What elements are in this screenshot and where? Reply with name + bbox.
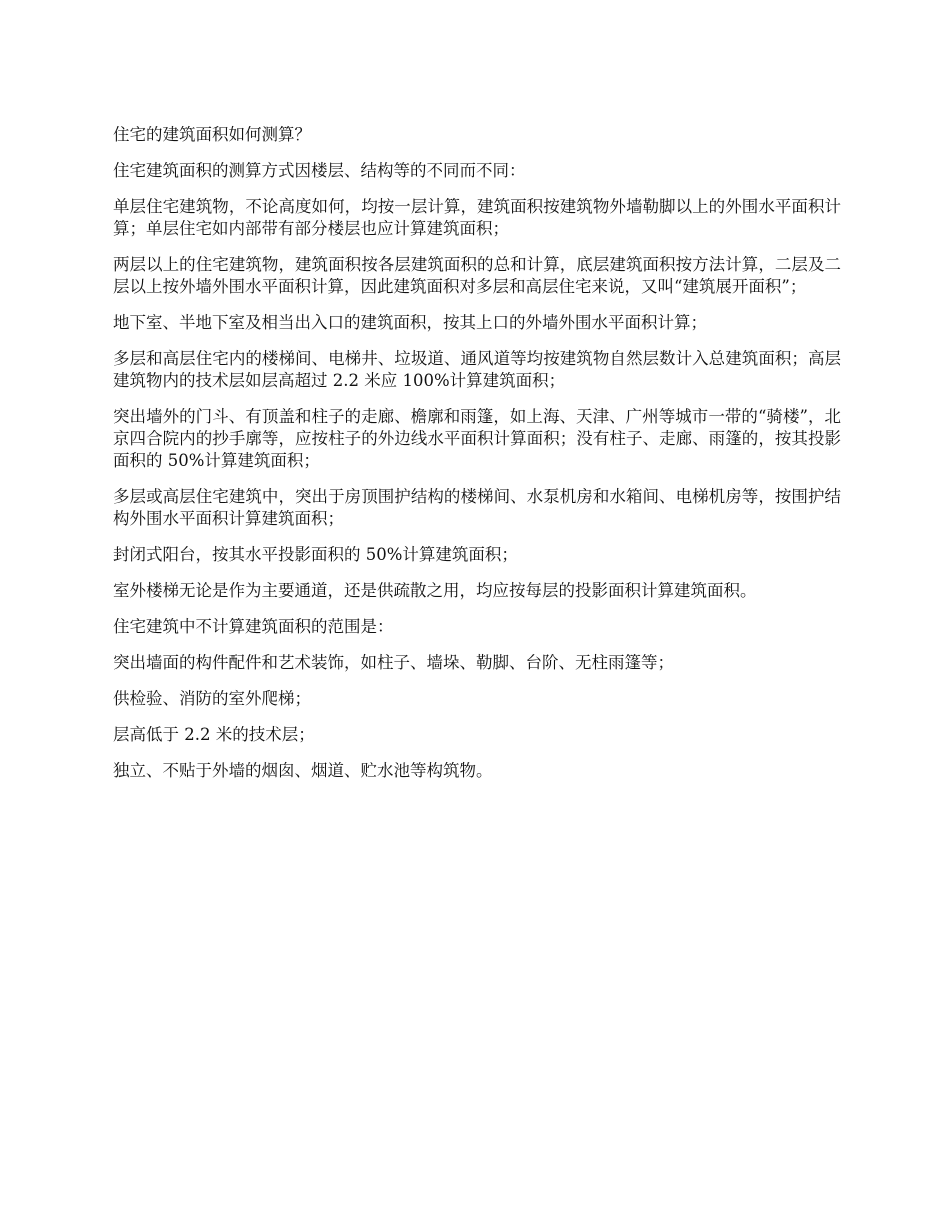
paragraph: 两层以上的住宅建筑物，建筑面积按各层建筑面积的总和计算，底层建筑面积按方法计算，二层及二层以上按外墙外围水平面积计算，因此建筑面积对多层和高层住宅来说，又叫“建筑展开面积”； [113,255,841,296]
paragraph: 封闭式阳台，按其水平投影面积的 50%计算建筑面积； [113,545,518,564]
paragraph: 层高低于 2.2 米的技术层； [113,725,315,744]
document-body [113,124,841,796]
paragraph: 室外楼梯无论是作为主要通道，还是供疏散之用，均应按每层的投影面积计算建筑面积。 [113,581,757,600]
paragraph: 突出墙面的构件配件和艺术装饰，如柱子、墙垛、勒脚、台阶、无柱雨篷等； [113,653,674,672]
paragraph: 供检验、消防的室外爬梯； [113,689,311,708]
paragraph: 独立、不贴于外墙的烟囱、烟道、贮水池等构筑物。 [113,761,493,780]
paragraph: 突出墙外的门斗、有顶盖和柱子的走廊、檐廓和雨篷，如上海、天津、广州等城市一带的“骑楼”，北京四合院内的抄手廓等，应按柱子的外边线水平面积计算面积；没有柱子、走廊、雨篷的，按其投影面积的 50%计算建筑面积； [113,407,841,470]
paragraph: 地下室、半地下室及相当出入口的建筑面积，按其上口的外墙外围水平面积计算； [113,313,707,332]
section-heading: 住宅建筑中不计算建筑面积的范围是： [113,617,394,636]
paragraph: 住宅建筑面积的测算方式因楼层、结构等的不同而不同： [113,161,526,180]
paragraph: 多层或高层住宅建筑中，突出于房顶围护结构的楼梯间、水泵机房和水箱间、电梯机房等，按围护结构外围水平面积计算建筑面积； [113,487,841,528]
paragraph: 单层住宅建筑物，不论高度如何，均按一层计算，建筑面积按建筑物外墙勒脚以上的外围水平面积计算；单层住宅如内部带有部分楼层也应计算建筑面积； [113,197,841,238]
paragraph: 多层和高层住宅内的楼梯间、电梯井、垃圾道、通风道等均按建筑物自然层数计入总建筑面积；高层建筑物内的技术层如层高超过 2.2 米应 100%计算建筑面积； [113,349,841,390]
document-title: 住宅的建筑面积如何测算？ [113,125,311,144]
